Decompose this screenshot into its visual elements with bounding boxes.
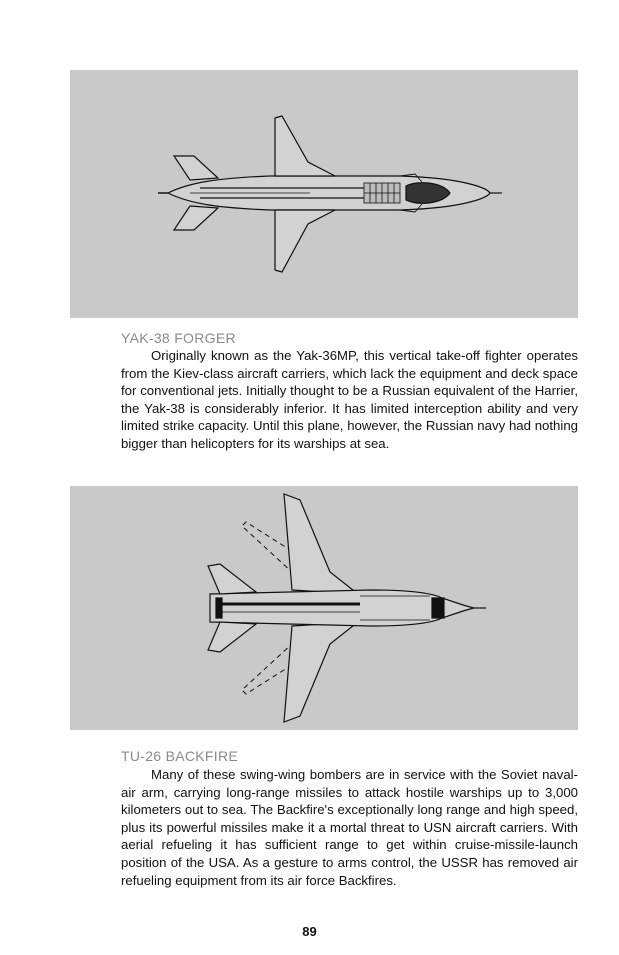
page-number: 89 <box>302 924 317 939</box>
yak-38-illustration <box>70 70 578 318</box>
section-paragraph: Originally known as the Yak-36MP, this vertical take-off fighter operates from the Kiev-class aircraft carriers, which lack the equipment and deck space for conventional jets. Initially thought to be a Russian equivalent of the Harrier, the Yak-38 is considerably inferior. It has limited interception ability and very limited strike capacity. Until this plane, however, the Russian navy had nothing bigger than helicopters for its warships at sea. <box>121 348 578 451</box>
section-paragraph: Many of these swing-wing bombers are in service with the Soviet naval-air arm, carrying long-range missiles to attack hostile warships up to 3,000 kilometers out to sea. The Backfire's exceptionally long range and high speed, plus its powerful missiles make it a mortal threat to USN aircraft carriers. With aerial refueling it has sufficient range to get within cruise-missile-launch position of the USA. As a gesture to arms control, the USSR has removed air refueling equipment from its air force Backfires. <box>121 767 578 888</box>
tu-26-illustration <box>70 486 578 730</box>
section-heading: TU-26 BACKFIRE <box>121 748 238 764</box>
section-heading: YAK-38 FORGER <box>121 330 236 346</box>
